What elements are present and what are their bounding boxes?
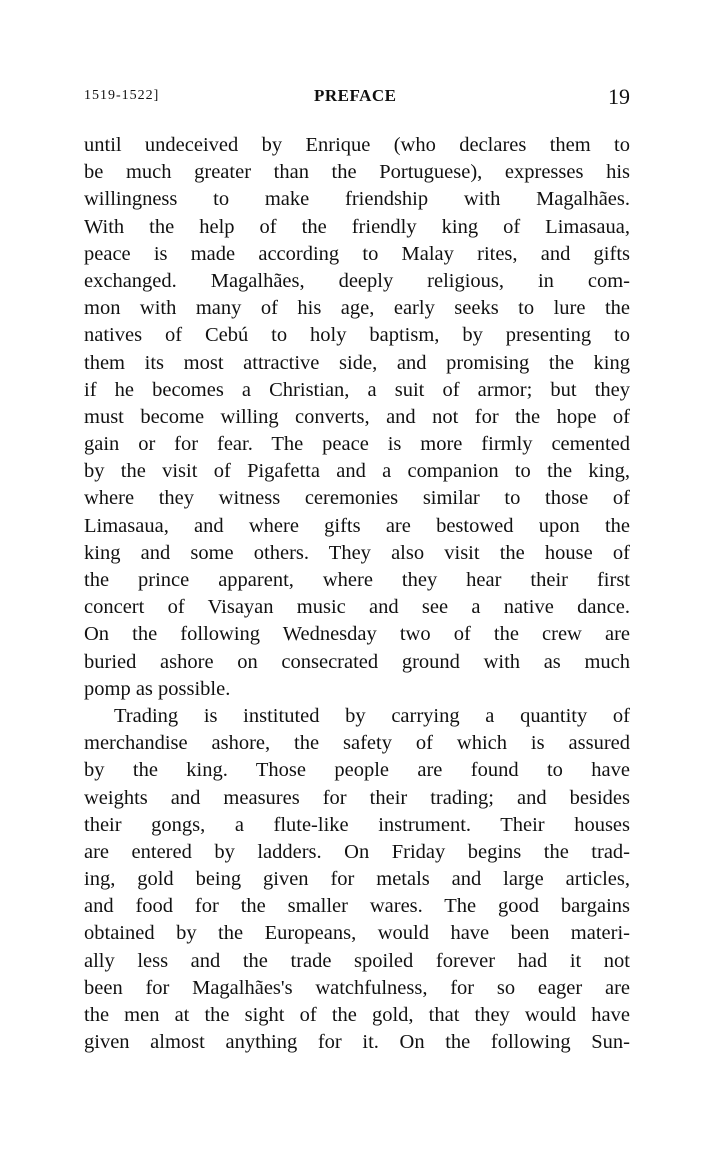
text-line: peace is made according to Malay rites, and gifts xyxy=(84,242,630,265)
text-line: the prince apparent, where they hear their first xyxy=(84,569,630,591)
text-line: be much greater than the Portuguese), expresses his xyxy=(84,161,630,184)
date-range: 1519-1522] xyxy=(84,88,160,103)
text-line: where they witness ceremonies similar to those of xyxy=(84,487,630,510)
text-line: Trading is instituted by carrying a quantity of xyxy=(114,704,630,727)
text-line: king and some others. They also visit the house of xyxy=(84,541,630,564)
text-line: must become willing converts, and not for the hope of xyxy=(84,405,630,428)
text-line: weights and measures for their trading; and besides xyxy=(84,786,630,809)
running-header xyxy=(84,86,630,112)
text-line: by the visit of Pigafetta and a companion to the king, xyxy=(84,460,630,483)
page-title: PREFACE xyxy=(314,86,397,105)
text-line: their gongs, a flute-like instrument. Their houses xyxy=(84,813,630,836)
text-line: natives of Cebú to holy baptism, by presenting to xyxy=(84,324,630,347)
text-line: and food for the smaller wares. The good bargains xyxy=(84,895,630,918)
text-line: With the help of the friendly king of Limasaua, xyxy=(84,215,630,238)
text-line: pomp as possible. xyxy=(84,677,231,700)
text-line: ally less and the trade spoiled forever had it not xyxy=(84,949,630,972)
text-line: merchandise ashore, the safety of which is assured xyxy=(84,732,630,755)
text-line: concert of Visayan music and see a native dance. xyxy=(84,596,630,619)
text-line: them its most attractive side, and promising the king xyxy=(84,351,630,374)
text-line: gain or for fear. The peace is more firmly cemented xyxy=(84,433,630,456)
text-line: given almost anything for it. On the following Sun- xyxy=(84,1031,630,1054)
body-text xyxy=(84,132,630,1056)
text-line: mon with many of his age, early seeks to lure the xyxy=(84,297,630,320)
text-line: On the following Wednesday two of the crew are xyxy=(84,623,630,646)
text-line: the men at the sight of the gold, that they would have xyxy=(84,1004,630,1026)
text-line: Limasaua, and where gifts are bestowed upon the xyxy=(84,514,630,537)
text-line: ing, gold being given for metals and large articles, xyxy=(84,868,630,891)
text-line: are entered by ladders. On Friday begins the trad- xyxy=(84,840,630,863)
text-line: been for Magalhães's watchfulness, for so eager are xyxy=(84,976,630,999)
text-line: obtained by the Europeans, would have been materi- xyxy=(84,922,630,945)
text-line: willingness to make friendship with Magalhães. xyxy=(84,188,630,211)
text-line: if he becomes a Christian, a suit of armor; but they xyxy=(84,378,630,401)
text-line: exchanged. Magalhães, deeply religious, in com- xyxy=(84,269,630,292)
text-line: until undeceived by Enrique (who declares them to xyxy=(84,134,630,156)
text-line: buried ashore on consecrated ground with as much xyxy=(84,650,630,673)
page-number: 19 xyxy=(608,84,630,109)
text-line: by the king. Those people are found to have xyxy=(84,759,630,782)
